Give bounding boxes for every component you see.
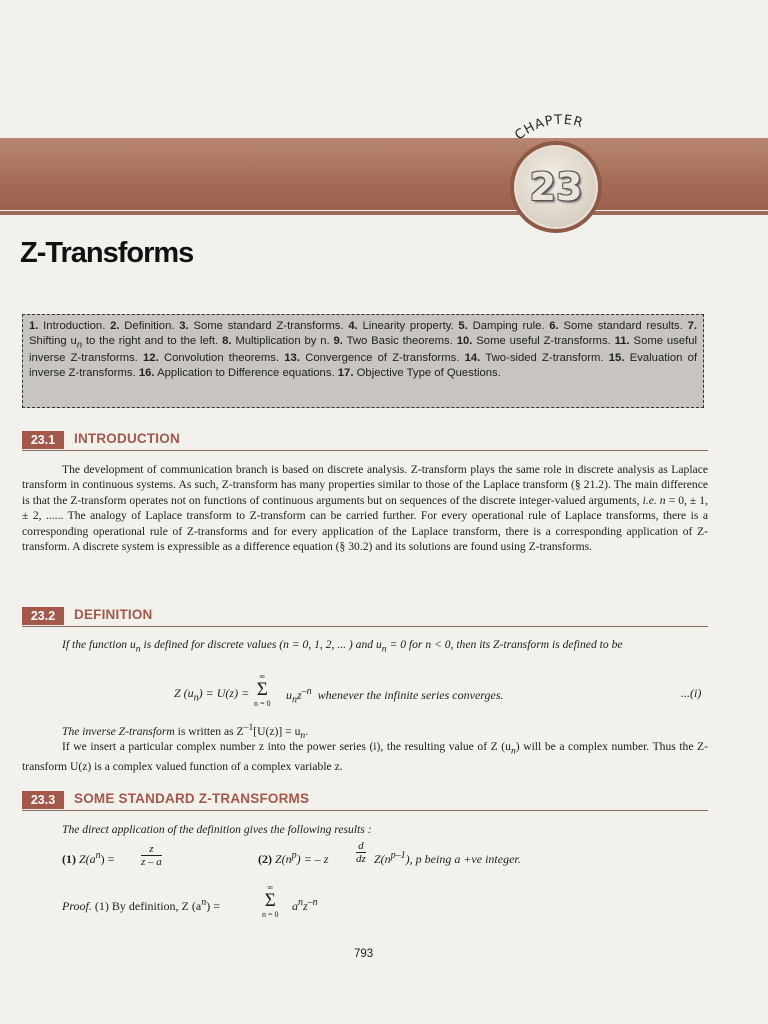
banner-underline	[0, 211, 768, 215]
svg-text:CHAPTER	[512, 113, 585, 144]
equation-tag: ...(i)	[681, 686, 702, 700]
page-number: 793	[354, 948, 374, 960]
toc-item: 13. Convergence of Z-transforms.	[284, 352, 460, 365]
section-title: INTRODUCTION	[74, 431, 180, 446]
section-number: 23.3	[22, 791, 64, 809]
toc-item: 5. Damping rule.	[458, 320, 545, 332]
result-2-lhs: (2) $Z(n^p)$ = – z	[258, 850, 329, 866]
toc-item: 2. Definition.	[110, 320, 175, 332]
summation-symbol: ∞ Σ n = 0	[254, 672, 271, 708]
section-number: 23.2	[22, 607, 64, 625]
result-1-lhs: (1) $Z(a^n)$ =	[62, 850, 115, 866]
toc-item: 14. Two-sided Z-transform.	[464, 352, 604, 365]
toc-item: 7. Shifting $u_n$ to the right and to the left.	[29, 320, 698, 350]
chapter-banner	[0, 138, 768, 210]
section-heading-introduction	[22, 430, 708, 451]
definition-equation-lhs: Z $(u_n) = U(z)$ =	[174, 686, 250, 704]
chapter-number-badge	[510, 141, 602, 233]
toc-item: 17. Objective Type of Questions.	[337, 367, 501, 380]
toc-item: 16. Application to Difference equations.	[138, 367, 335, 380]
toc-item: 8. Multiplication by n.	[222, 335, 330, 347]
toc-item: 11. Some useful inverse Z-transforms.	[29, 335, 698, 365]
chapter-label	[506, 106, 606, 146]
result-2-rhs: $Z(n^{p-1})$, p being a +ve integer.	[374, 850, 521, 866]
toc-item: 3. Some standard Z-transforms.	[179, 320, 344, 332]
section-title: DEFINITION	[74, 607, 153, 622]
toc-item: 10. Some useful Z-transforms.	[456, 335, 611, 347]
introduction-paragraph: The development of communication branch is based on discrete analysis. Z-transform plays the same role in discrete analysis as Laplace transform in continuous systems. As such, Z-transform has many properties similar to those of the Laplace transform (§ 21.2). The main difference is that the Z-transform operates not on functions of continuous arguments but on sequences of the discrete integer-valued arguments, i.e. n = 0, ± 1, ± 2, ...... The analogy of Laplace transform to Z-transform can be carried further. For every operational rule of Laplace transforms, there is a corresponding operational rule of Z-transforms and for every application of the Laplace transform, there is a corresponding application of Z-transform. A discrete system is expressible as a difference equation (§ 30.2) and its solutions are found using Z-transforms.	[22, 463, 708, 554]
section-heading-definition	[22, 606, 708, 627]
toc-item: 9. Two Basic theorems.	[333, 335, 453, 347]
chapter-title: Z-Transforms	[20, 237, 194, 269]
definition-paragraph: If we insert a particular complex number z into the power series (i), the resulting value of Z $(u_n)$ will be a complex number. Thus the Z-transform U(z) is a complex valued function of a complex variable z.	[22, 740, 708, 773]
toc-item: 6. Some standard results.	[549, 320, 683, 332]
toc-item: 15. Evaluation of inverse Z-transforms.	[29, 352, 698, 380]
section-heading-standard-transforms	[22, 790, 708, 811]
result-1-fraction: z z – a	[141, 843, 162, 868]
derivative-fraction: d dz	[356, 840, 366, 865]
chapter-label-text: CHAPTER	[512, 112, 586, 144]
section-title: SOME STANDARD Z-TRANSFORMS	[74, 791, 310, 806]
proof-term: $a^nz^{-n}$	[292, 897, 318, 913]
chapter-contents-box	[22, 314, 704, 408]
standard-results-lead: The direct application of the definition gives the following results :	[62, 823, 372, 836]
toc-item: 4. Linearity property.	[348, 320, 454, 332]
definition-statement: If the function $u_n$ is defined for discrete values (n = 0, 1, 2, ... ) and $u_n = 0$ for n < 0, then its Z-transform is defined to be	[62, 638, 623, 655]
section-number: 23.1	[22, 431, 64, 449]
proof-summation-symbol: ∞ Σ n = 0	[262, 883, 279, 919]
definition-equation-rhs: $u_nz^{-n}$ whenever the infinite series converges.	[286, 686, 504, 706]
chapter-number: 23	[529, 165, 583, 209]
proof-line: Proof. (1) By definition, Z $(a^n)$ =	[62, 897, 220, 913]
inverse-transform-line: The inverse Z-transform is written as $Z^{-1}[U(z)] = u_n$.	[62, 722, 309, 742]
toc-item: 12. Convolution theorems.	[143, 352, 280, 365]
toc-item: 1. Introduction.	[29, 320, 106, 332]
